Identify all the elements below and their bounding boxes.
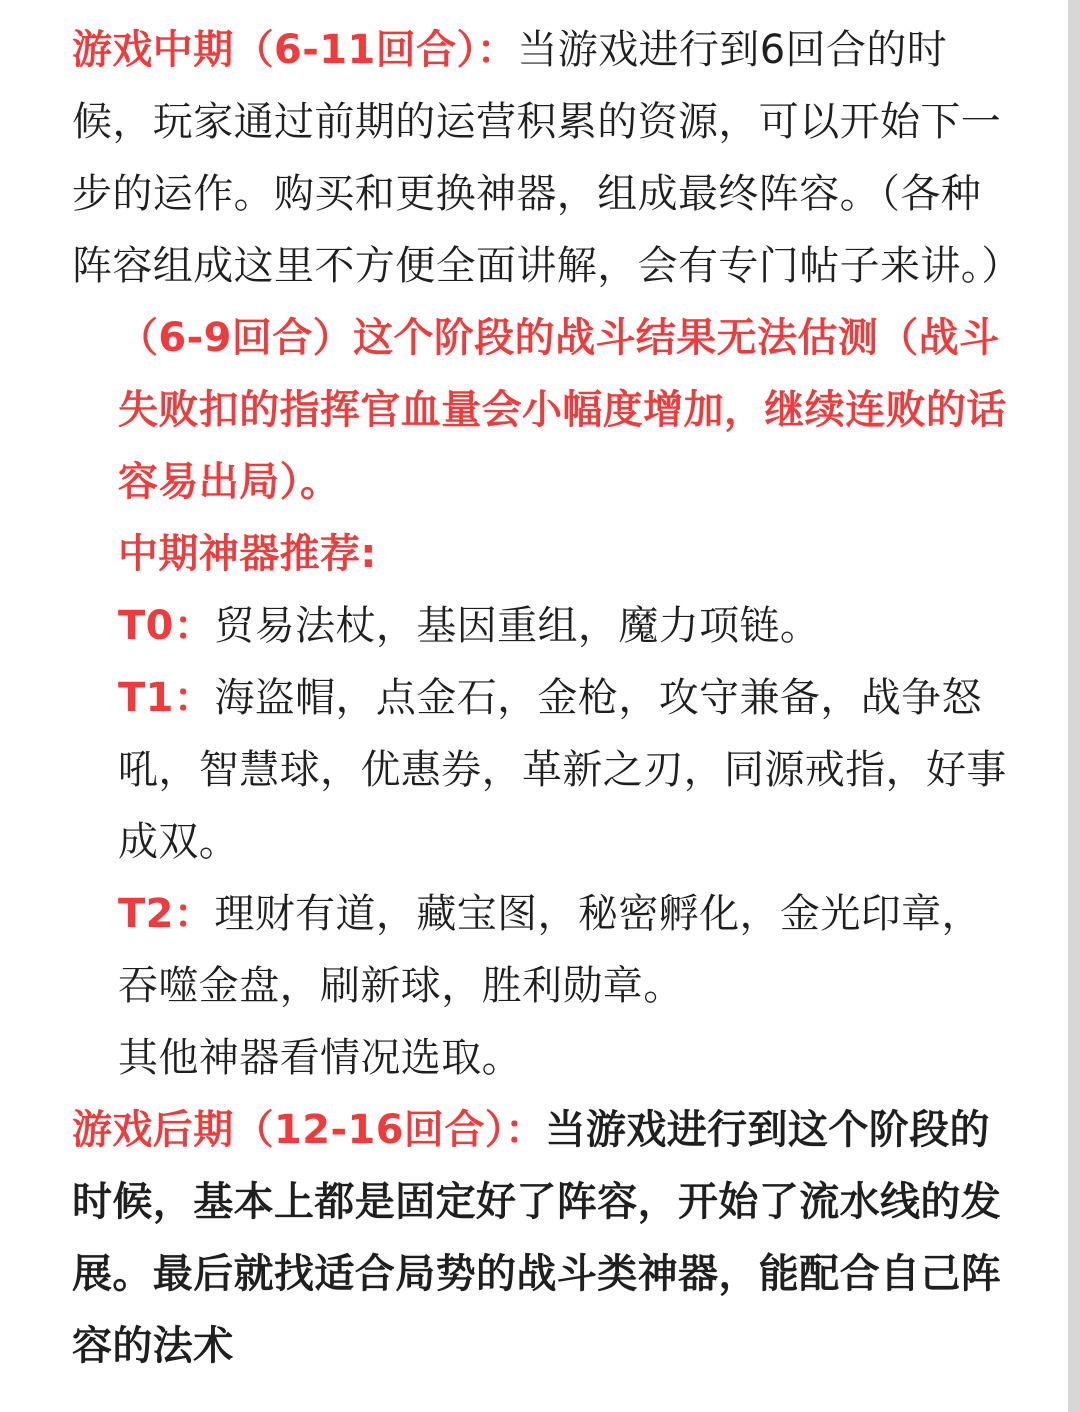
midgame-text: 当游戏进行到6回合的时候，玩家通过前期的运营积累的资源，可以开始下一步的运作。购买和更换神器，组成最终阵容。（各种阵容组成这里不方便全面讲解，会有专门帖子来讲。） (72, 27, 1022, 289)
paragraph-t0 (72, 590, 1007, 662)
midgame-artifact-title: 中期神器推荐: (118, 531, 377, 577)
paragraph-midgame (72, 14, 1022, 302)
scrollbar[interactable] (1068, 0, 1080, 1412)
paragraph-t1 (72, 662, 1007, 878)
article-body (72, 14, 1022, 1382)
t1-label: T1： (118, 675, 215, 721)
paragraph-early-midgame-warning (72, 302, 1007, 518)
t2-label: T2： (118, 891, 215, 937)
t2-text: 理财有道，藏宝图，秘密孵化，金光印章，吞噬金盘，刷新球，胜利勋章。 (118, 891, 982, 1009)
lategame-text: 当游戏进行到这个阶段的时候，基本上都是固定好了阵容，开始了流水线的发展。最后就找适合局势的战斗类神器，能配合自己阵容的法术 (72, 1107, 1002, 1369)
paragraph-other-artifacts (72, 1022, 1007, 1094)
early-midgame-warning-text: （6-9回合）这个阶段的战斗结果无法估测（战斗失败扣的指挥官血量会小幅度增加，继续连败的话容易出局）。 (118, 315, 1007, 505)
paragraph-midgame-artifact-title (72, 518, 1007, 590)
paragraph-lategame (72, 1094, 1007, 1382)
t1-text: 海盗帽，点金石，金枪，攻守兼备，战争怒吼，智慧球，优惠券，革新之刃，同源戒指，好事成双。 (118, 675, 1007, 865)
lategame-heading: 游戏后期（12-16回合）： (72, 1107, 546, 1153)
t0-label: T0： (118, 603, 215, 649)
t0-text: 贸易法杖，基因重组，魔力项链。 (214, 603, 821, 649)
paragraph-t2 (72, 878, 1007, 1022)
other-artifacts-text: 其他神器看情况选取。 (118, 1035, 522, 1081)
midgame-heading: 游戏中期（6-11回合）： (72, 27, 518, 73)
